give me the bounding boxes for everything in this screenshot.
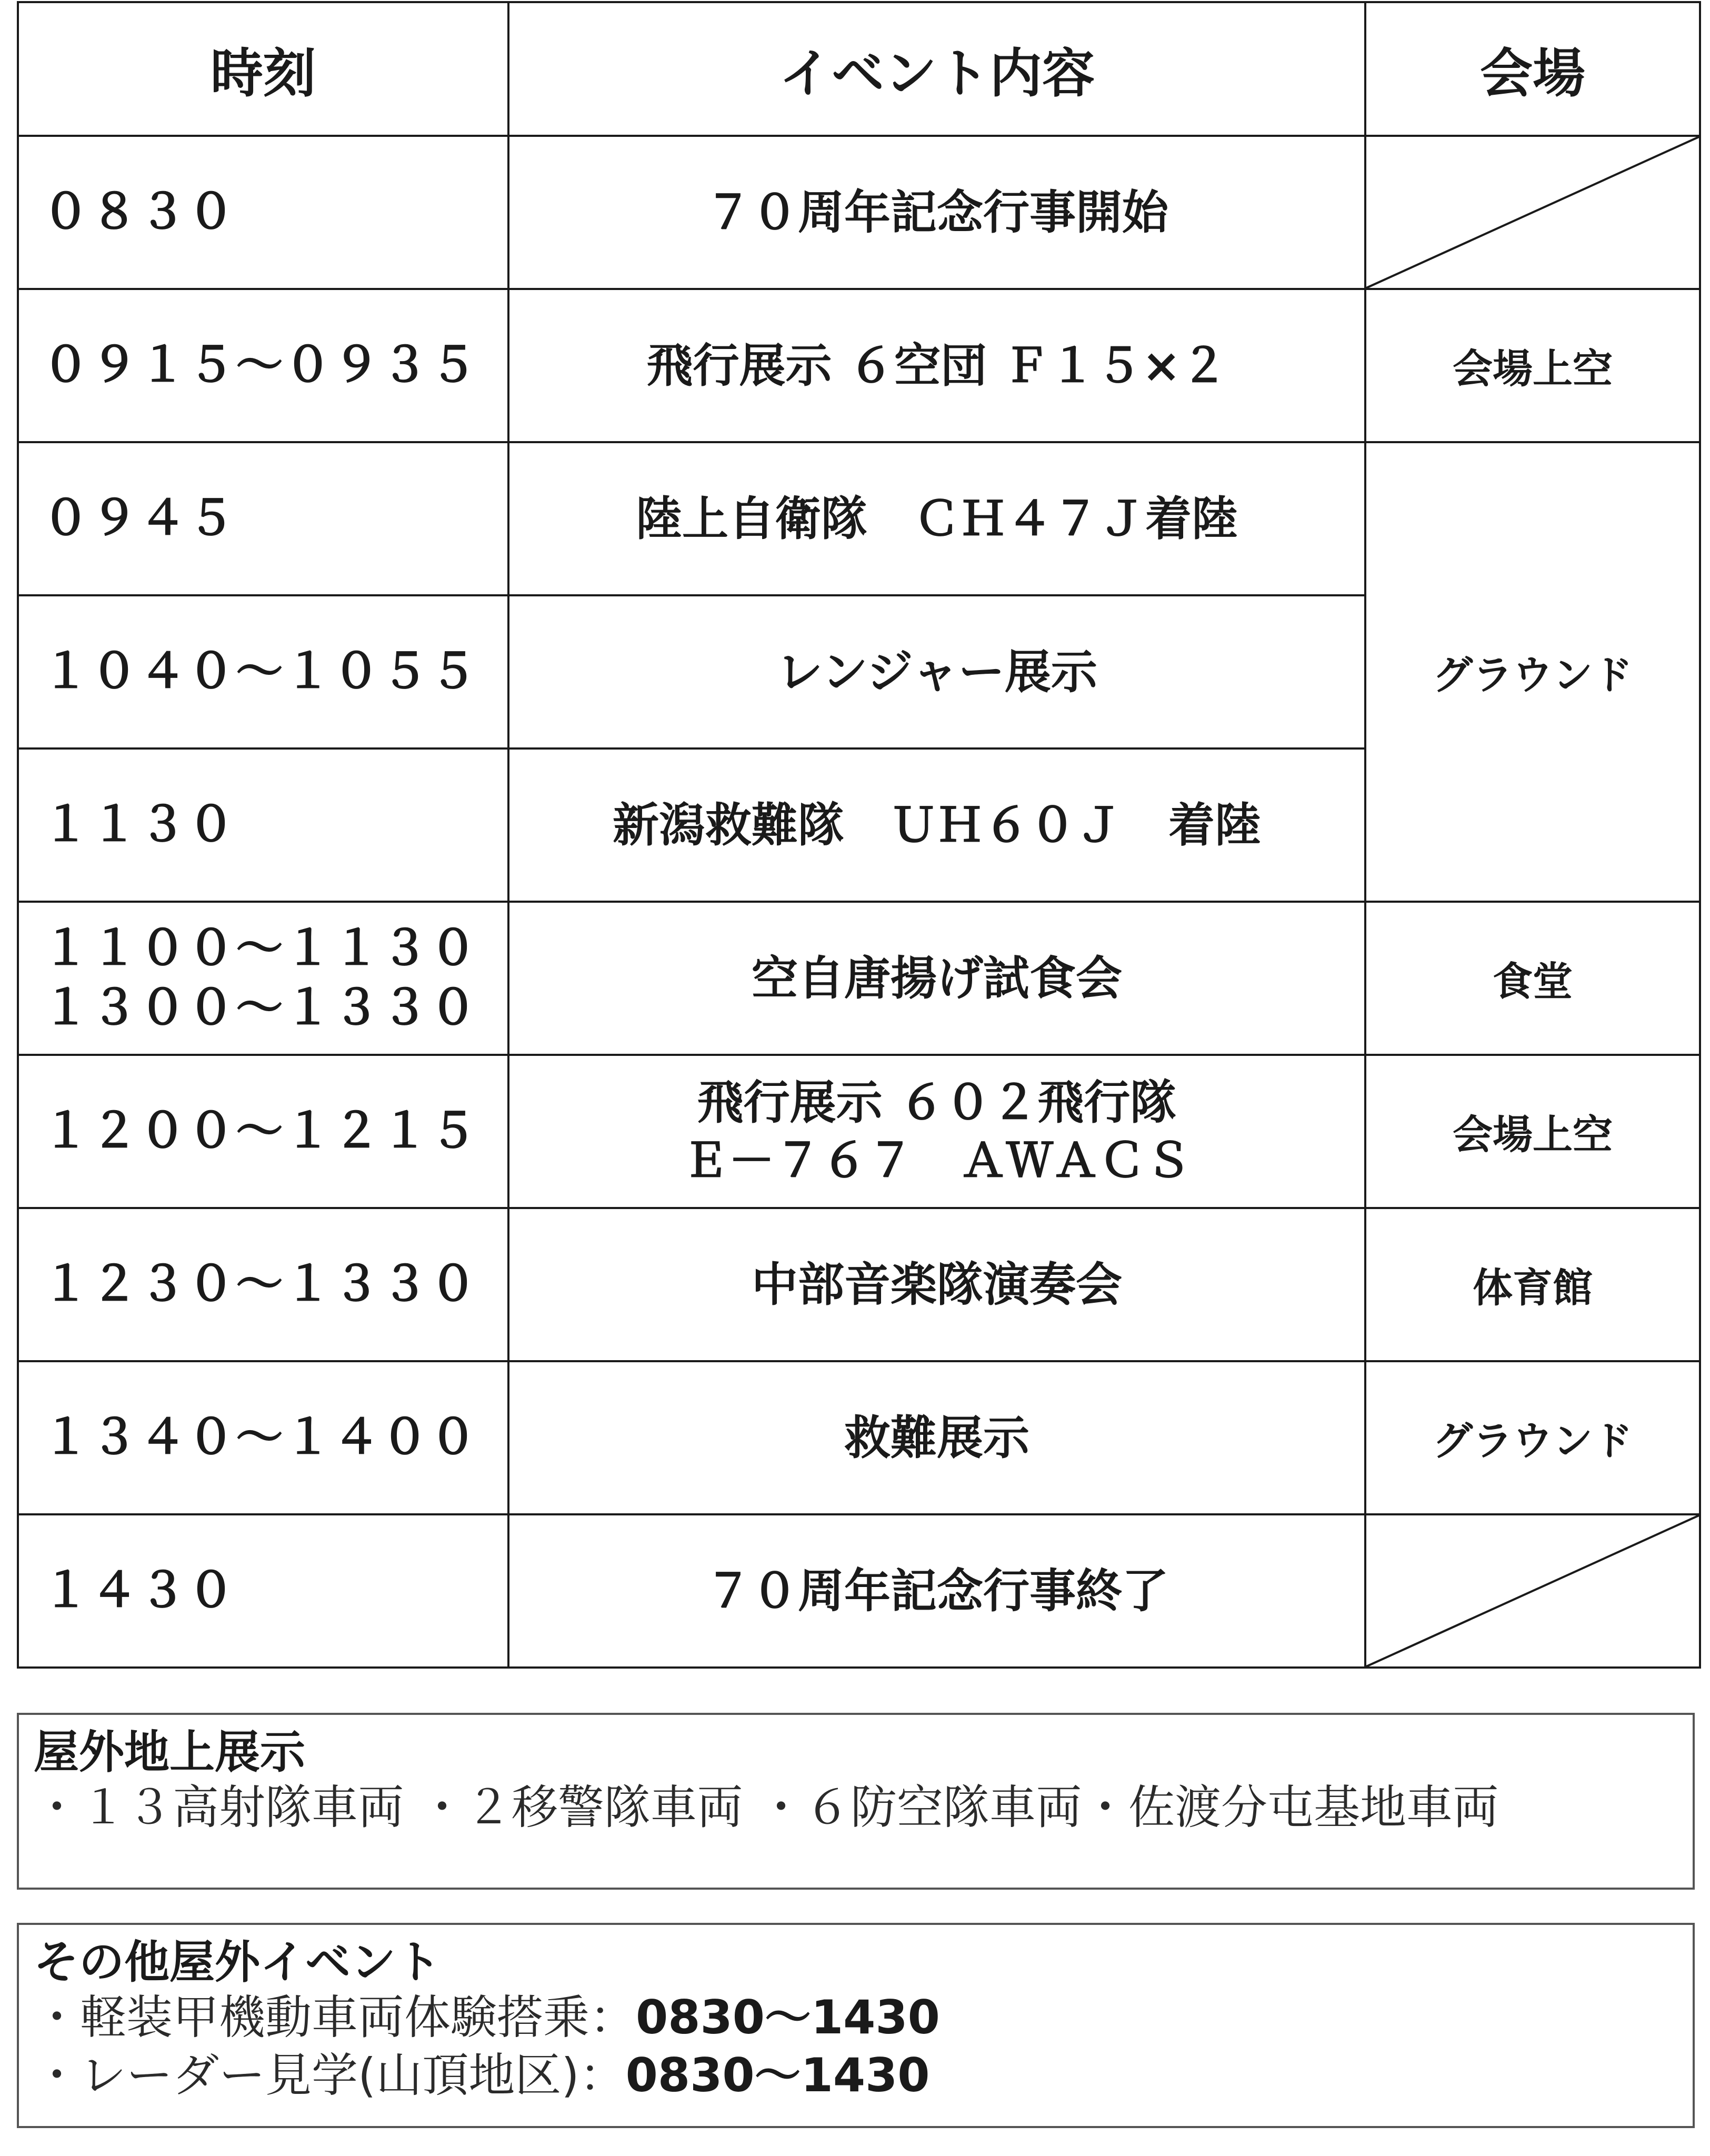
other-event-label: ・レーダー見学(山頂地区)： [34,2048,626,2102]
row-event: 救難展示 [508,1361,1365,1514]
row-venue: 会場上空 [1365,289,1700,442]
row-venue: 食堂 [1365,902,1700,1055]
row-venue-empty [1365,136,1700,289]
row-time: １１３０ [18,748,508,902]
outdoor-display-list: ・１３高射隊車両 ・２移警隊車両 ・６防空隊車両・佐渡分屯基地車両 [34,1780,1499,1834]
row-event: レンジャー展示 [508,595,1365,748]
header-event: イベント内容 [508,2,1365,136]
event-schedule-table [17,1,1701,1669]
row-time: １３４０～１４００ [18,1361,508,1514]
row-event: 陸上自衛隊 ＣＨ４７Ｊ着陸 [508,442,1365,595]
table-row [18,1055,1700,1208]
row-event: ７０周年記念行事終了 [508,1514,1365,1668]
row-time: １２３０～１３３０ [18,1208,508,1361]
diagonal-slash [1366,137,1699,288]
row-event: 空自唐揚げ試食会 [508,902,1365,1055]
row-event: 中部音楽隊演奏会 [508,1208,1365,1361]
other-event-label: ・軽装甲機動車両体験搭乗： [34,1990,636,2044]
row-event: ７０周年記念行事開始 [508,136,1365,289]
diagonal-slash [1366,1515,1699,1666]
header-venue: 会場 [1365,2,1700,136]
row-time: １１００～１１３０ １３００～１３３０ [18,902,508,1055]
row-venue: 会場上空 [1365,1055,1700,1208]
table-row [18,1361,1700,1514]
outdoor-display-title: 屋外地上展示 [34,1726,305,1779]
row-venue-empty [1365,1514,1700,1668]
row-event: 新潟救難隊 ＵＨ６０Ｊ 着陸 [508,748,1365,902]
header-time: 時刻 [18,2,508,136]
table-row [18,136,1700,289]
table-row [18,1514,1700,1668]
other-event-item [34,1989,1678,2047]
row-venue: 体育館 [1365,1208,1700,1361]
row-time: １４３０ [18,1514,508,1668]
row-event: 飛行展示 ６空団 Ｆ１５×２ [508,289,1365,442]
table-header-row [18,2,1700,136]
row-time: ０８３０ [18,136,508,289]
row-venue-merged: グラウンド [1365,442,1700,902]
other-events-title: その他屋外イベント [34,1936,441,1989]
row-time: ０９４５ [18,442,508,595]
other-event-time: 0830～1430 [625,2048,930,2102]
row-time: １０４０～１０５５ [18,595,508,748]
table-row [18,902,1700,1055]
table-row [18,442,1700,595]
row-time: ０９１５～０９３５ [18,289,508,442]
outdoor-display-box [17,1713,1695,1890]
row-event: 飛行展示 ６０２飛行隊 Ｅ－７６７ ＡＷＡＣＳ [508,1055,1365,1208]
table-row [18,1208,1700,1361]
row-venue: グラウンド [1365,1361,1700,1514]
row-time: １２００～１２１５ [18,1055,508,1208]
table-row [18,289,1700,442]
other-events-box [17,1923,1695,2128]
other-event-time: 0830～1430 [636,1990,940,2044]
other-event-item [34,2047,1678,2104]
